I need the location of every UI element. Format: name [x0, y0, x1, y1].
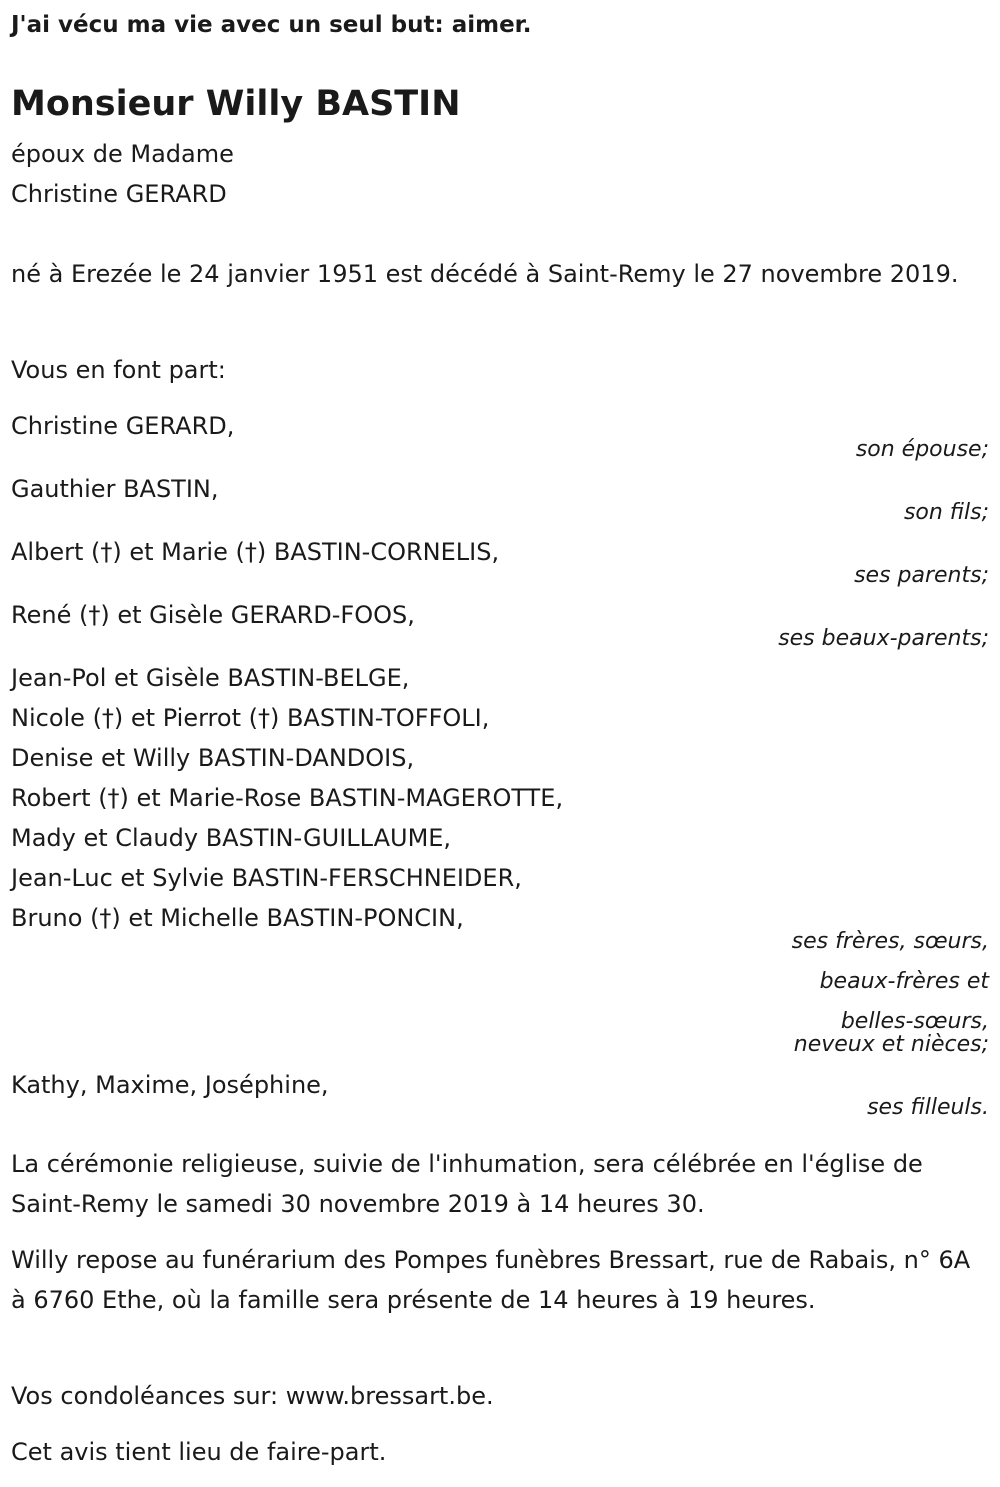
family-sibling-item: Jean-Luc et Sylvie BASTIN-FERSCHNEIDER, — [11, 864, 522, 892]
family-sibling-item: Jean-Pol et Gisèle BASTIN-BELGE, — [11, 664, 410, 692]
family-godchildren-role: ses filleuls. — [867, 1095, 989, 1120]
family-parents-name: Albert (†) et Marie (†) BASTIN-CORNELIS, — [11, 538, 500, 566]
family-sibling-item: Mady et Claudy BASTIN-GUILLAUME, — [11, 824, 452, 852]
condolences-text: Vos condoléances sur: www.bressart.be. — [11, 1382, 494, 1410]
deceased-name: Monsieur Willy BASTIN — [11, 84, 461, 124]
family-sibling-item: Nicole (†) et Pierrot (†) BASTIN-TOFFOLI, — [11, 704, 490, 732]
announcement-text: Vous en font part: — [11, 356, 226, 384]
family-spouse-name: Christine GERARD, — [11, 412, 235, 440]
family-siblings-role-line: beaux-frères et — [819, 969, 989, 994]
family-siblings-role-line: ses frères, sœurs, — [791, 929, 989, 954]
family-siblings-role-line: belles-sœurs, — [840, 1009, 989, 1034]
family-parents-role: ses parents; — [854, 563, 989, 588]
visitation-text: Willy repose au funérarium des Pompes funèbres Bressart, rue de Rabais, n° 6A à 6760 Ethe, où la famille sera présente de 14 heures à 19 heures. — [11, 1246, 971, 1314]
notice-text: Cet avis tient lieu de faire-part. — [11, 1438, 387, 1466]
family-sibling-item: Bruno (†) et Michelle BASTIN-PONCIN, — [11, 904, 464, 932]
family-sibling-item: Robert (†) et Marie-Rose BASTIN-MAGEROTTE, — [11, 784, 564, 812]
family-in-laws-name: René (†) et Gisèle GERARD-FOOS, — [11, 601, 415, 629]
ceremony-text: La cérémonie religieuse, suivie de l'inhumation, sera célébrée en l'église de Saint-Remy le samedi 30 novembre 2019 à 14 heures 30. — [11, 1150, 923, 1218]
birth-death-text: né à Erezée le 24 janvier 1951 est décédé à Saint-Remy le 27 novembre 2019. — [11, 260, 959, 288]
family-siblings-role-line: neveux et nièces; — [793, 1032, 989, 1057]
spouse-line-1: époux de Madame — [11, 140, 234, 168]
family-spouse-role: son épouse; — [855, 437, 989, 462]
motto-heading: J'ai vécu ma vie avec un seul but: aimer. — [11, 12, 532, 38]
family-sibling-item: Denise et Willy BASTIN-DANDOIS, — [11, 744, 415, 772]
family-son-name: Gauthier BASTIN, — [11, 475, 219, 503]
spouse-line-2: Christine GERARD — [11, 180, 227, 208]
family-son-role: son fils; — [903, 500, 989, 525]
family-godchildren-name: Kathy, Maxime, Joséphine, — [11, 1071, 329, 1099]
family-in-laws-role: ses beaux-parents; — [778, 626, 989, 651]
